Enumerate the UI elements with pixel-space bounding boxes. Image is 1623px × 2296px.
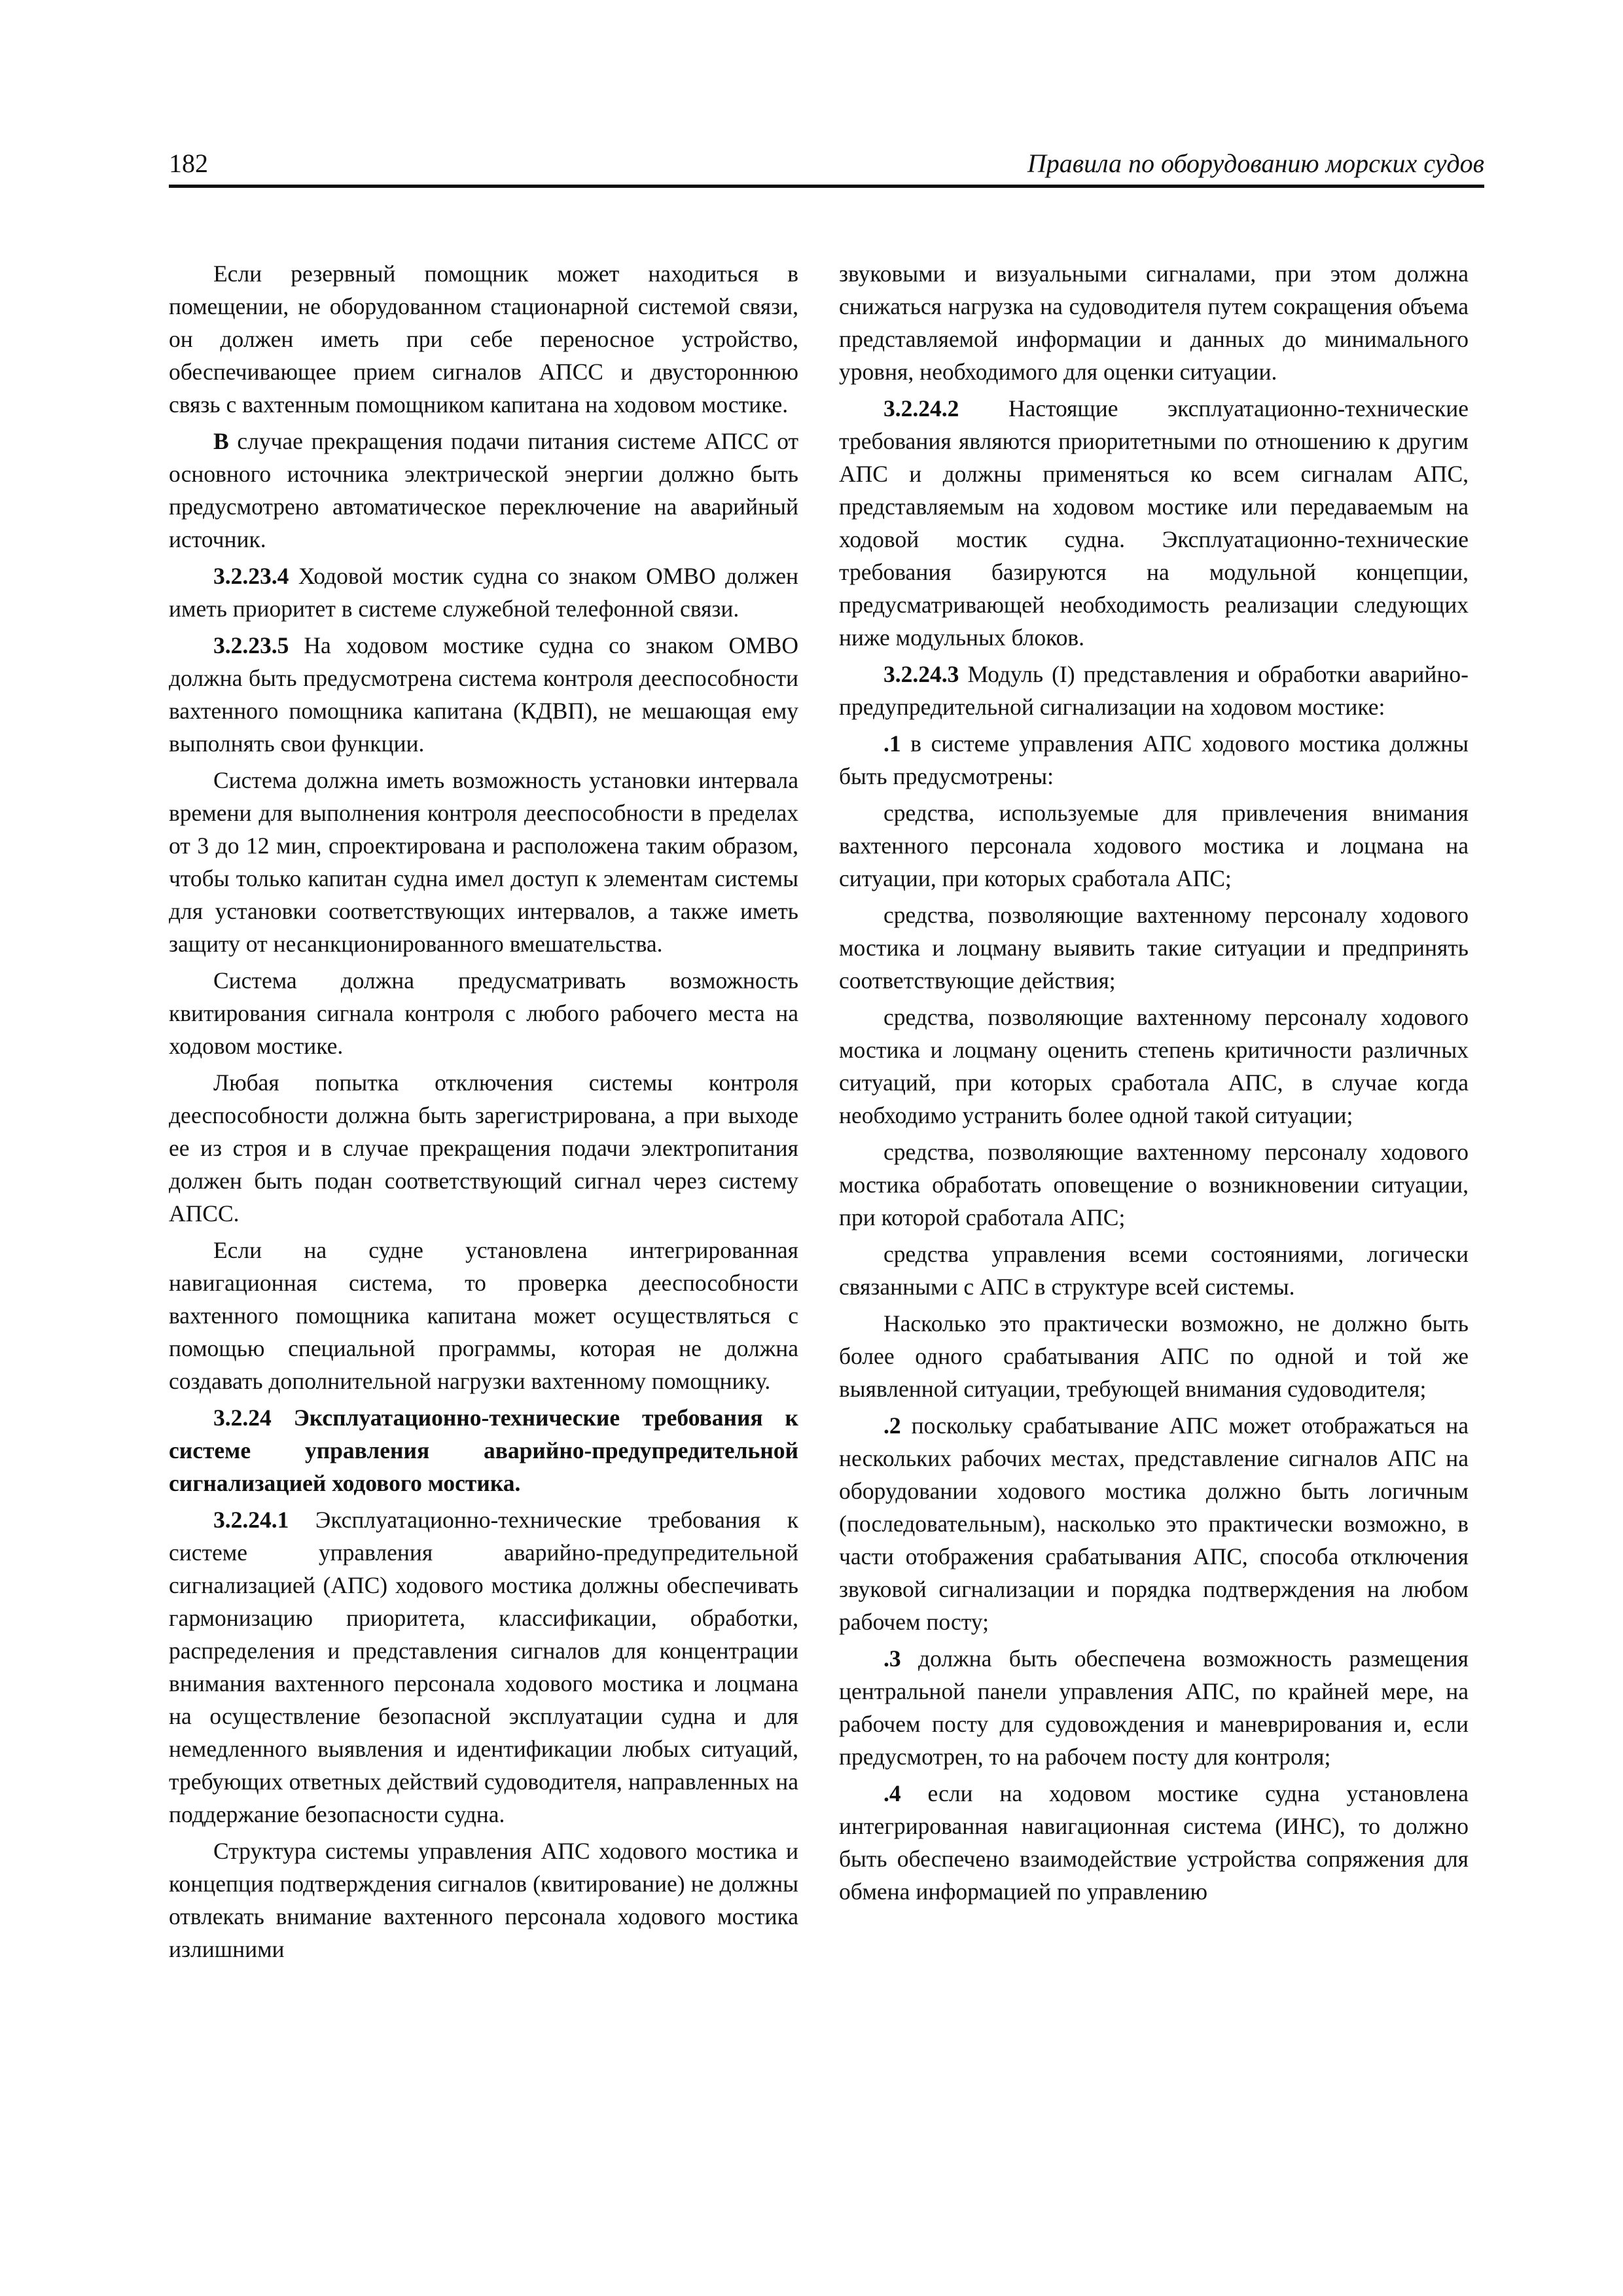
list-item: .3 должна быть обеспечена возможность размещения центральной панели управления АПС, по крайней мере, на рабочем посту для судовождения и маневрирования и, если предусмотрен, то на рабочем посту для контроля; — [839, 1645, 1469, 1770]
paragraph: Любая попытка отключения системы контроля дееспособности должна быть зарегистрирована, а при выходе ее из строя и в случае прекращения подачи электропитания должен быть подан соответствующий сигнал через систему АПСС. — [169, 1069, 798, 1227]
paragraph: 3.2.24.2 Настоящие эксплуатационно-технические требования являются приоритетными по отношению к другим АПС и должны применяться ко всем сигналам АПС, представляемым на ходовом мостике или передаваемым на ходовой мостик судна. Эксплуатационно-технические требования базируются на модульной концепции, предусматривающей необходимость реализации следующих ниже модульных блоков. — [839, 395, 1469, 651]
paragraph: средства, позволяющие вахтенному персоналу ходового мостика и лоцману оценить степень критичности различных ситуаций, при которых сработала АПС, в случае когда необходимо устранить более одной такой ситуации; — [839, 1004, 1469, 1128]
paragraph: Насколько это практически возможно, не должно быть более одного срабатывания АПС по одной и той же выявленной ситуации, требующей внимания судоводителя; — [839, 1310, 1469, 1402]
page-header — [169, 145, 1484, 188]
paragraph: 3.2.23.5 На ходовом мостике судна со знаком ОМВО должна быть предусмотрена система контроля дееспособности вахтенного помощника капитана (КДВП), не мешающая ему выполнять свои функции. — [169, 632, 798, 757]
paragraph: Система должна иметь возможность установки интервала времени для выполнения контроля дееспособности в пределах от 3 до 12 мин, спроектирована и расположена таким образом, чтобы только капитан судна имел доступ к элементам системы для установки соответствующих интервалов, а также иметь защиту от несанкционированного вмешательства. — [169, 767, 798, 957]
paragraph: В случае прекращения подачи питания системе АПСС от основного источника электрической энергии должно быть предусмотрено автоматическое переключение на аварийный источник. — [169, 428, 798, 552]
paragraph: 3.2.24.1 Эксплуатационно-технические требования к системе управления аварийно-предупредительной сигнализацией (АПС) ходового мостика должны обеспечивать гармонизацию приоритета, классификации, обработки, распределения и представления сигналов для концентрации внимания вахтенного персонала ходового мостика и лоцмана на осуществление безопасной эксплуатации судна и для немедленного выявления и идентификации любых ситуаций, требующих ответных действий судоводителя, направленных на поддержание безопасности судна. — [169, 1507, 798, 1827]
paragraph: Если на судне установлена интегрированная навигационная система, то проверка дееспособности вахтенного помощника капитана может осуществляться с помощью специальной программы, которая не должна создавать дополнительной нагрузки вахтенному помощнику. — [169, 1237, 798, 1394]
paragraph: Если резервный помощник может находиться в помещении, не оборудованном стационарной системой связи, он должен иметь при себе переносное устройство, обеспечивающее прием сигналов АПСС и двустороннюю связь с вахтенным помощником капитана на ходовом мостике. — [169, 260, 798, 418]
paragraph: 3.2.23.4 Ходовой мостик судна со знаком ОМВО должен иметь приоритет в системе служебной телефонной связи. — [169, 563, 798, 622]
paragraph: средства, используемые для привлечения внимания вахтенного персонала ходового мостика и лоцмана на ситуации, при которых сработала АПС; — [839, 800, 1469, 891]
list-item: .1 в системе управления АПС ходового мостика должны быть предусмотрены: — [839, 730, 1469, 789]
section-heading: 3.2.24 Эксплуатационно-технические требования к системе управления аварийно-предупредительной сигнализацией ходового мостика. — [169, 1405, 798, 1496]
paragraph: Система должна предусматривать возможность квитирования сигнала контроля с любого рабочего места на ходовом мостике. — [169, 967, 798, 1059]
right-column — [839, 257, 1469, 1908]
paragraph: средства управления всеми состояниями, логически связанными с АПС в структуре всей системы. — [839, 1241, 1469, 1300]
list-item: .4 если на ходовом мостике судна установлена интегрированная навигационная система (ИНС), то должно быть обеспечено взаимодействие устройства сопряжения для обмена информацией по управлению — [839, 1780, 1469, 1905]
left-column — [169, 257, 798, 1965]
paragraph: средства, позволяющие вахтенному персоналу ходового мостика и лоцману выявить такие ситуации и предпринять соответствующие действия; — [839, 902, 1469, 994]
running-title: Правила по оборудованию морских судов — [1027, 149, 1484, 178]
paragraph: 3.2.24.3 Модуль (I) представления и обработки аварийно-предупредительной сигнализации на ходовом мостике: — [839, 661, 1469, 720]
paragraph: средства, позволяющие вахтенному персоналу ходового мостика обработать оповещение о возникновении ситуации, при которой сработала АПС; — [839, 1139, 1469, 1230]
paragraph: звуковыми и визуальными сигналами, при этом должна снижаться нагрузка на судоводителя путем сокращения объема представляемой информации и данных до минимального уровня, необходимого для оценки ситуации. — [839, 260, 1469, 385]
list-item: .2 поскольку срабатывание АПС может отображаться на нескольких рабочих местах, представление сигналов АПС на оборудовании ходового мостика должно быть логичным (последовательным), насколько это практически возможно, в части отображения срабатывания АПС, способа отключения звуковой сигнализации и порядка подтверждения на любом рабочем посту; — [839, 1412, 1469, 1635]
page-number: 182 — [169, 149, 208, 178]
paragraph: Структура системы управления АПС ходового мостика и концепция подтверждения сигналов (квитирование) не должны отвлекать внимание вахтенного персонала ходового мостика излишними — [169, 1838, 798, 1962]
